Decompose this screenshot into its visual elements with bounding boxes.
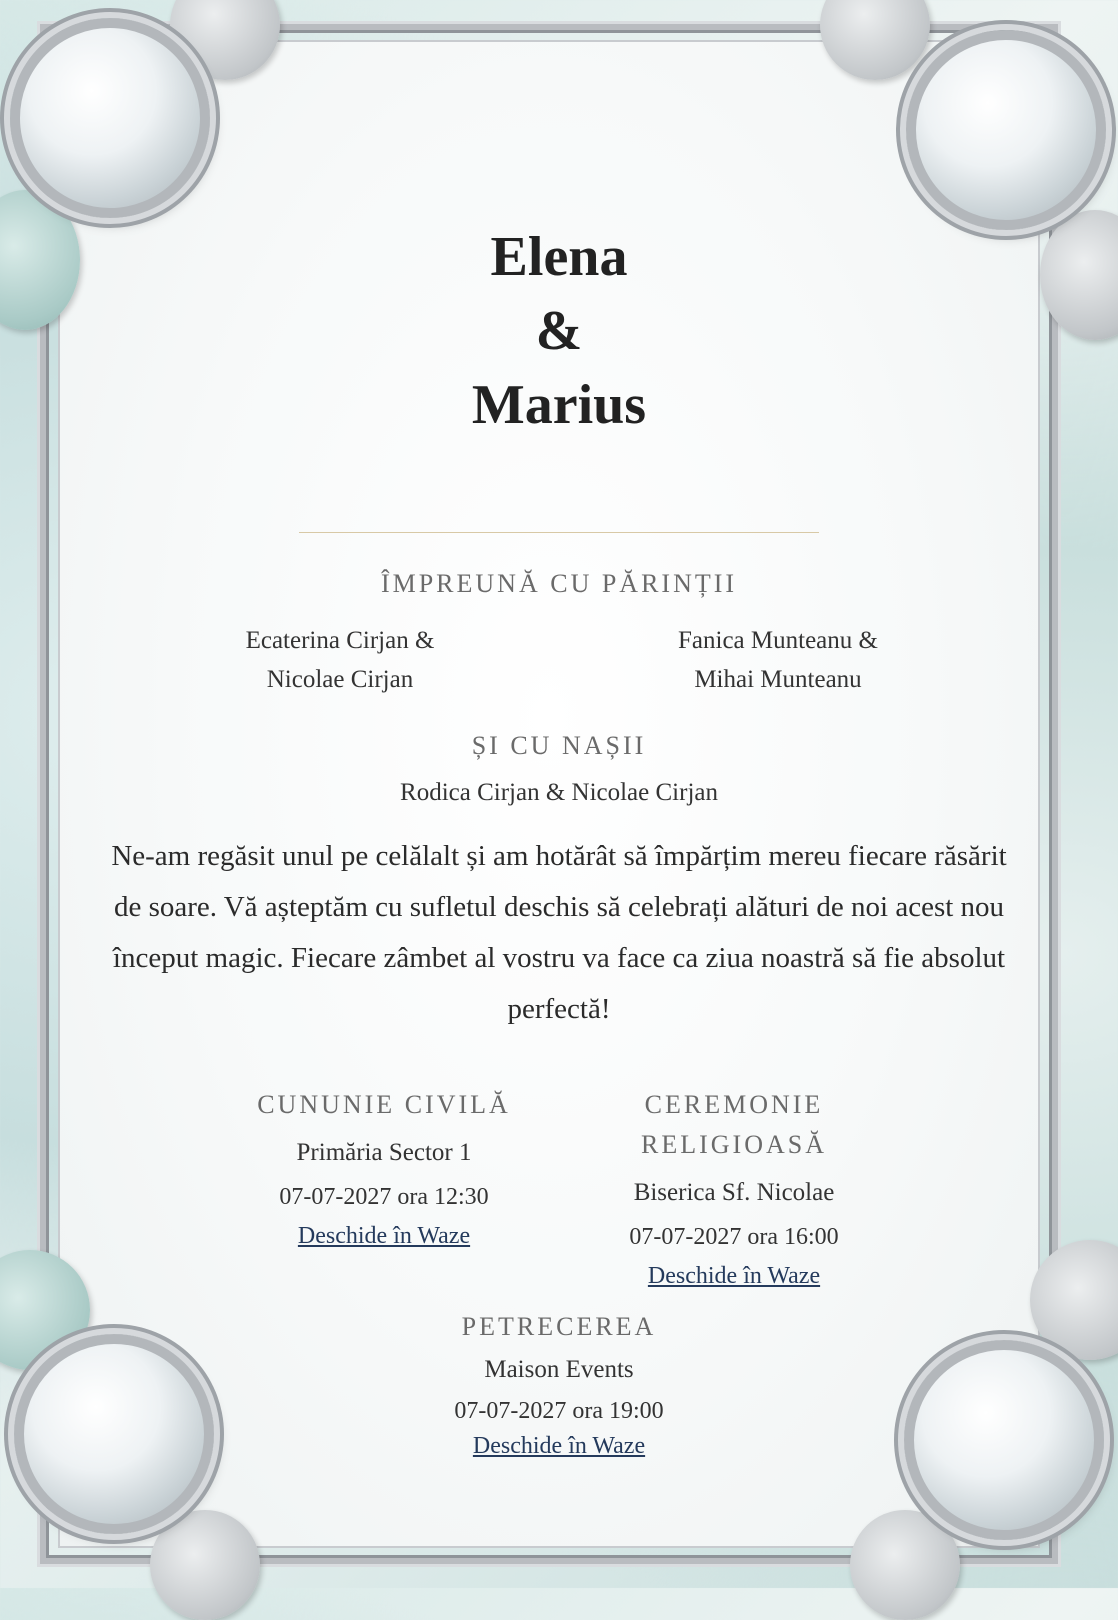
parents-title: ÎMPREUNĂ CU PĂRINȚII xyxy=(380,569,738,598)
party-date: 07-07-2027 ora 19:00 xyxy=(454,1398,664,1424)
civil-ceremony-place: Primăria Sector 1 xyxy=(296,1139,472,1166)
religious-ceremony xyxy=(589,1085,879,1290)
godparents-names: Rodica Cirjan & Nicolae Cirjan xyxy=(400,779,718,806)
party-waze-link[interactable]: Deschide în Waze xyxy=(472,1433,646,1459)
bride-parents xyxy=(180,621,500,699)
civil-ceremony-date: 07-07-2027 ora 12:30 xyxy=(279,1184,489,1210)
bride-name: Elena xyxy=(490,226,628,288)
wax-seal-ornament xyxy=(850,1510,960,1620)
parent-name: Ecaterina Cirjan & xyxy=(245,627,435,654)
civil-waze-link[interactable]: Deschide în Waze xyxy=(297,1223,471,1249)
civil-ceremony-title: CUNUNIE CIVILĂ xyxy=(257,1090,511,1119)
groom-parents xyxy=(618,621,938,699)
godparents-title: ȘI CU NAȘII xyxy=(471,731,647,760)
couple-names xyxy=(100,220,1018,442)
parent-name: Fanica Munteanu & xyxy=(678,627,878,654)
invitation-content xyxy=(100,200,1018,1460)
religious-title-line: RELIGIOASĂ xyxy=(641,1130,827,1159)
religious-waze-link[interactable]: Deschide în Waze xyxy=(647,1263,821,1289)
party-place: Maison Events xyxy=(484,1356,634,1383)
party-title: PETRECEREA xyxy=(461,1312,657,1341)
religious-title-line: CEREMONIE xyxy=(644,1090,824,1119)
parents-list xyxy=(180,621,938,699)
invitation-message: Ne-am regăsit unul pe celălalt și am hotărât să împărțim mereu fiecare răsărit de soare. Vă așteptăm cu sufletul deschis să celebrați alături de noi acest nou început magic. Fiecare zâmbet al vostru va face ca ziua noastră să fie absolut perfectă! xyxy=(111,840,1007,1025)
religious-ceremony-date: 07-07-2027 ora 16:00 xyxy=(629,1224,839,1250)
civil-ceremony xyxy=(239,1085,529,1290)
events-row xyxy=(100,1085,1018,1290)
religious-ceremony-title xyxy=(589,1085,879,1165)
groom-name: Marius xyxy=(471,374,647,436)
wax-seal-ornament xyxy=(150,1510,260,1620)
pearl-button-ornament xyxy=(10,18,210,218)
divider-line xyxy=(299,532,819,533)
parent-name: Mihai Munteanu xyxy=(694,666,862,693)
party-event xyxy=(100,1312,1018,1460)
ampersand: & xyxy=(535,300,583,362)
religious-ceremony-place: Biserica Sf. Nicolae xyxy=(633,1179,835,1206)
parent-name: Nicolae Cirjan xyxy=(266,666,414,693)
